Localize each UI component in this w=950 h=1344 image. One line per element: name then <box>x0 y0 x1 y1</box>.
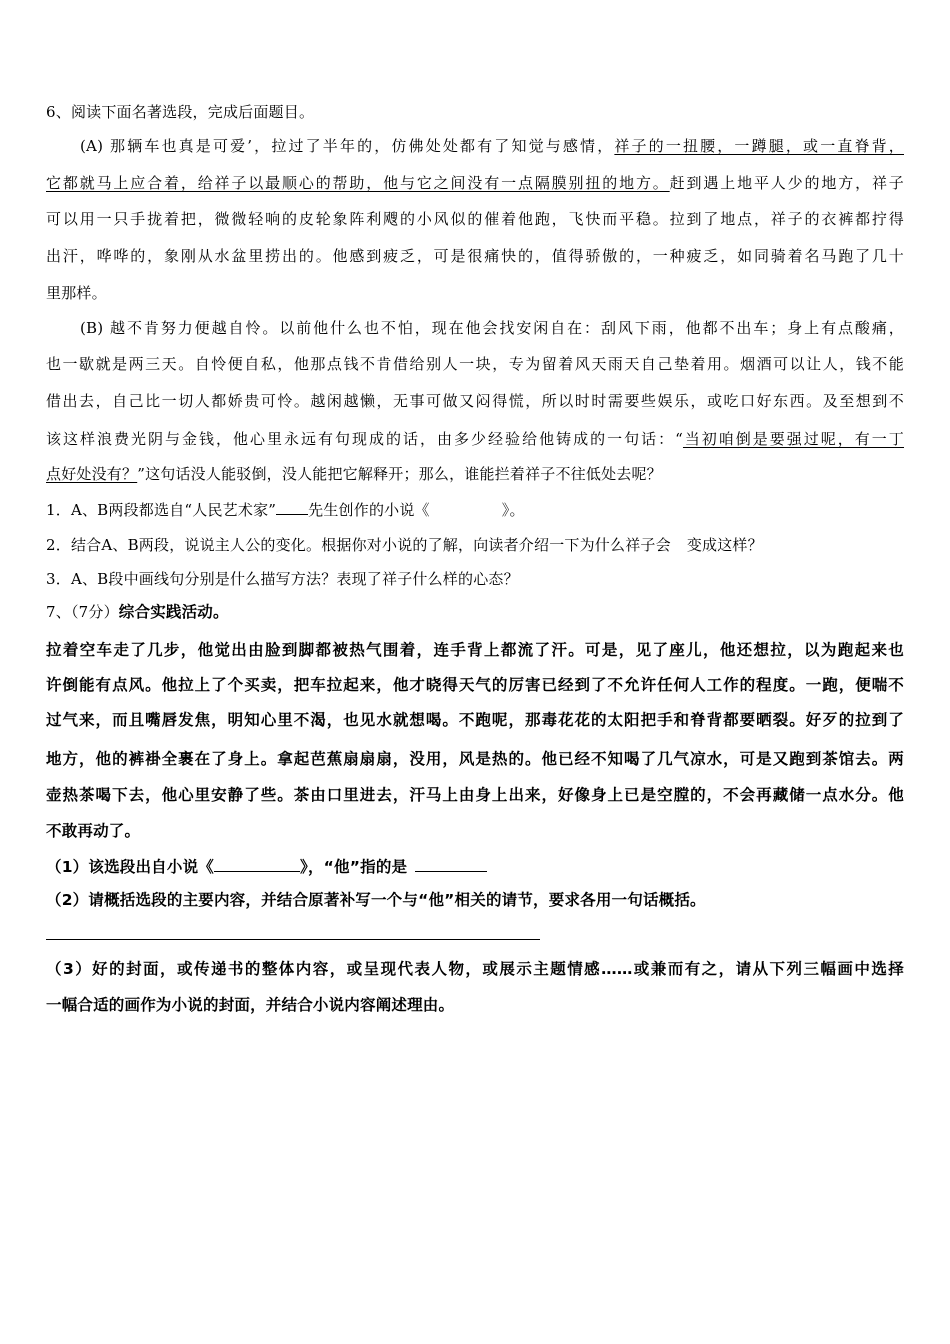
q6-passage-a-line-3: 可以用一只手拢着把，微微轻响的皮轮象阵利飕的小风似的催着他跑，飞快而平稳。拉到了地点，祥子的衣裤都拧得 <box>46 210 904 228</box>
q6-sub-question-3: 3．A、B段中画线句分别是什么描写方法？表现了祥子什么样的心态？ <box>46 570 519 588</box>
q7-passage-line-4: 地方，他的裤褂全裹在了身上。拿起芭蕉扇扇扇，没用，风是热的。他已经不知喝了几气凉水，可是又跑到茶馆去。两 <box>46 750 904 768</box>
novel-title-blank[interactable] <box>214 854 300 872</box>
he-refers-blank[interactable] <box>415 854 487 872</box>
q6-sub-question-2: 2．结合A、B两段，说说主人公的变化。根据你对小说的了解，向读者介绍一下为什么祥子会 变成这样？ <box>46 536 763 554</box>
q7-sub-question-1: （1）该选段出自小说《 》，“他”指的是 <box>46 854 904 878</box>
underlined-sentence-a-cont: 它都就马上应合着，给祥子以最顺心的帮助，他与它之间没有一点隔膜别扭的地方。 <box>46 174 670 192</box>
q6-passage-a-line-1: (A) 那辆车也真是可爱’，拉过了半年的，仿佛处处都有了知觉与感情，祥子的一扭腰，一蹲腿，或一直脊背， <box>80 137 904 155</box>
underlined-sentence-b-cont: 点好处没有？ <box>46 465 138 483</box>
q6-passage-b-line-4: 该这样浪费光阴与金钱，他心里永远有句现成的话，由多少经验给他铸成的一句话：“当初咱倒是要强过呢，有一丁 <box>46 430 904 448</box>
q6-passage-b-line-3: 借出去，自己比一切人都娇贵可怜。越闲越懒，无事可做又闷得慌，所以时时需要些娱乐，或吃口好东西。及至想到不 <box>46 392 904 410</box>
q7-passage-line-6: 不敢再动了。 <box>46 822 141 840</box>
q6-passage-a-line-2: 它都就马上应合着，给祥子以最顺心的帮助，他与它之间没有一点隔膜别扭的地方。赶到遇上地平人少的地方，祥子 <box>46 174 904 192</box>
q6-passage-b-line-2: 也一歇就是两三天。自怜便自私，他那点钱不肯借给别人一块，专为留着风天雨天自己垫着用。烟酒可以让人，钱不能 <box>46 355 904 373</box>
q7-sub-question-3-line-2: 一幅合适的画作为小说的封面，并结合小说内容阐述理由。 <box>46 996 455 1014</box>
answer-line[interactable] <box>46 939 540 940</box>
q7-passage-line-3: 过气来，而且嘴唇发焦，明知心里不渴，也见水就想喝。不跑呢，那毒花花的太阳把手和脊背都要晒裂。好歹的拉到了 <box>46 711 904 729</box>
q7-sub-question-3-line-1: （3）好的封面，或传递书的整体内容，或呈现代表人物，或展示主题情感……或兼而有之，请从下列三幅画中选择 <box>46 960 904 978</box>
q6-title: 6、阅读下面名著选段，完成后面题目。 <box>46 103 315 121</box>
underlined-sentence-b: 当初咱倒是要强过呢，有一丁 <box>682 430 904 448</box>
q7-title: 7、（7分）综合实践活动。 <box>46 603 229 621</box>
q7-passage-line-2: 许倒能有点风。他拉上了个买卖，把车拉起来，他才晓得天气的厉害已经到了不允许任何人工作的程度。一跑，便喘不 <box>46 676 904 694</box>
q7-sub-question-2: （2）请概括选段的主要内容，并结合原著补写一个与“他”相关的请节，要求各用一句话概括。 <box>46 891 706 909</box>
q6-passage-a-line-5: 里那样。 <box>46 284 107 302</box>
underlined-sentence-a: 祥子的一扭腰，一蹲腿，或一直脊背， <box>614 137 904 155</box>
q6-passage-b-line-1: (B) 越不肯努力便越自怜。以前他什么也不怕，现在他会找安闲自在：刮风下雨，他都不出车；身上有点酸痛， <box>80 319 904 337</box>
q6-passage-a-line-4: 出汗，哗哗的，象刚从水盆里捞出的。他感到疲乏，可是很痛快的，值得骄傲的，一种疲乏，如同骑着名马跑了几十 <box>46 247 904 265</box>
q7-passage-line-5: 壶热茶喝下去，他心里安静了些。茶由口里进去，汗马上由身上出来，好像身上已是空膛的，不会再藏储一点水分。他 <box>46 786 904 804</box>
q7-passage-line-1: 拉着空车走了几步，他觉出由脸到脚都被热气围着，连手背上都流了汗。可是，见了座儿，他还想拉，以为跑起来也 <box>46 641 904 659</box>
q6-passage-b-line-5: 点好处没有？”这句话没人能驳倒，没人能把它解释开；那么，谁能拦着祥子不往低处去呢？ <box>46 465 662 483</box>
q6-sub-question-1: 1．A、B两段都选自“人民艺术家” 先生创作的小说《 》。 <box>46 497 904 521</box>
author-blank[interactable] <box>276 497 308 515</box>
